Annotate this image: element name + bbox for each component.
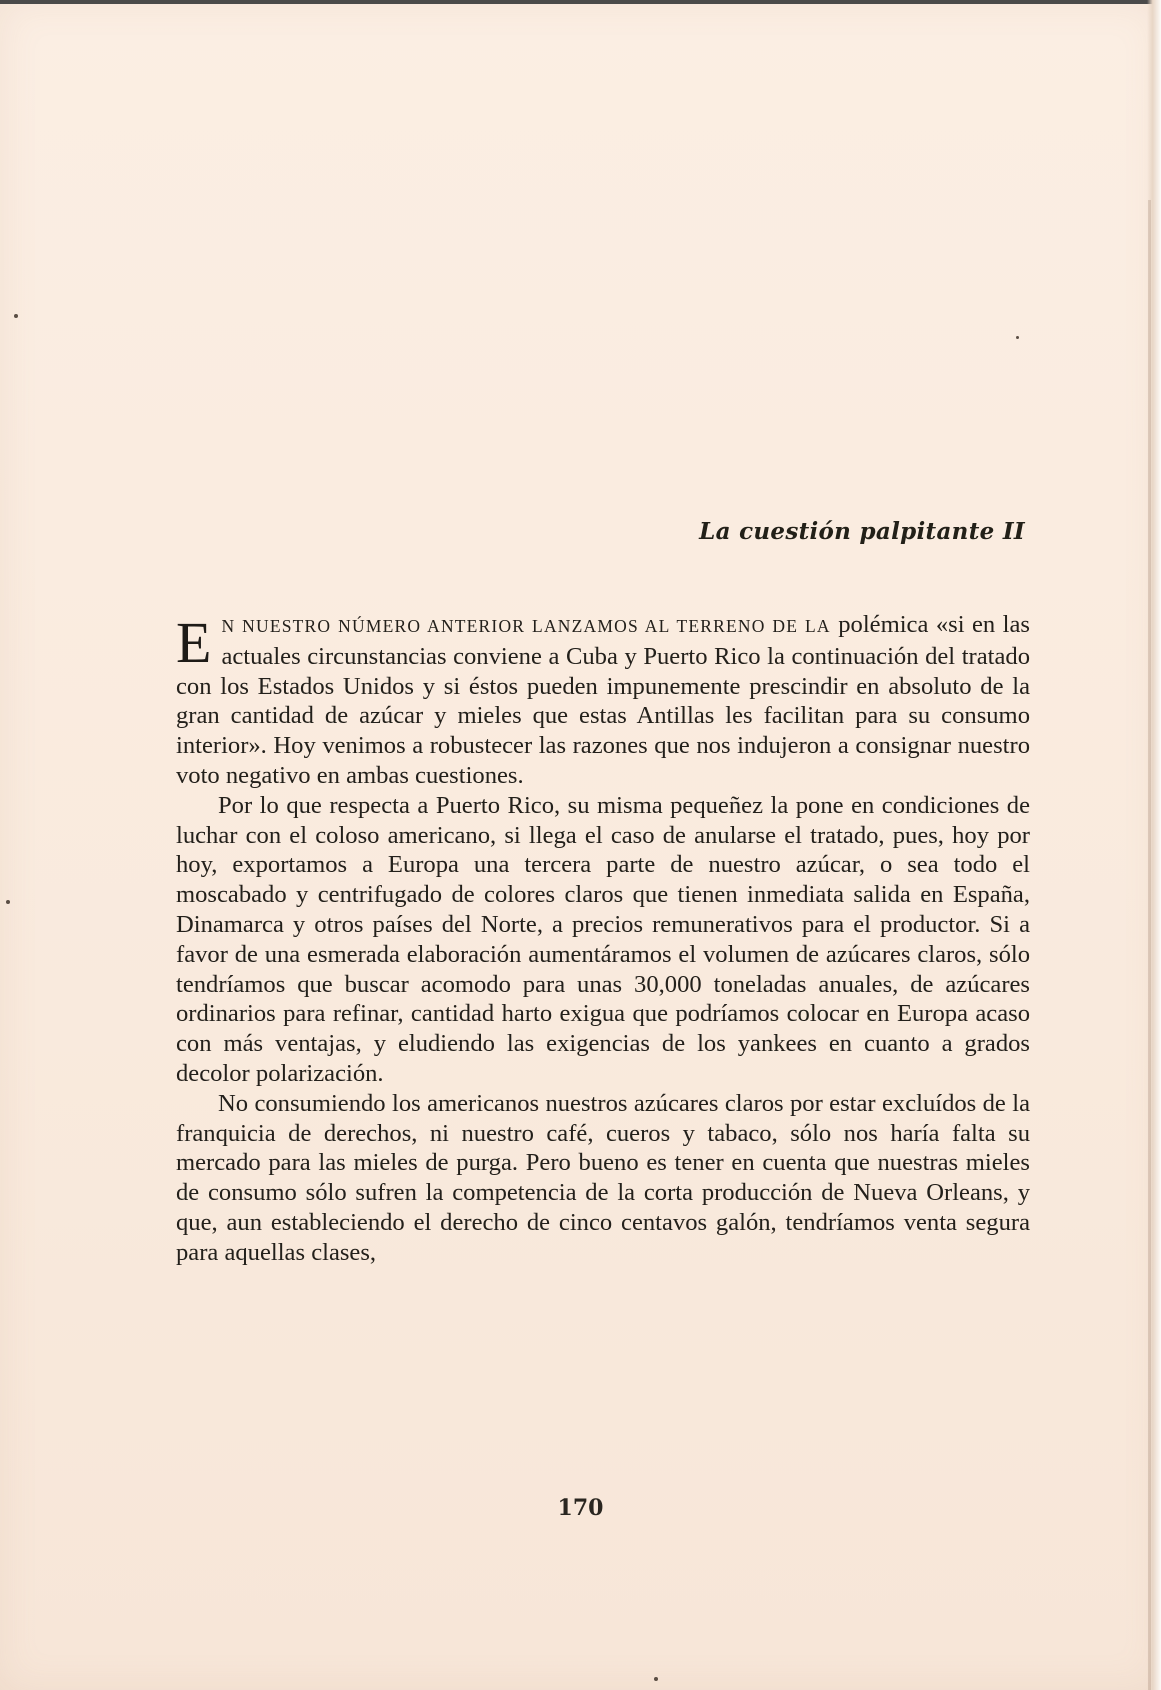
drop-cap: E <box>176 610 212 675</box>
paper-speck <box>6 900 10 904</box>
paper-speck <box>1016 336 1019 339</box>
paragraph-3: No consumiendo los americanos nuestros azúcares claros por estar excluídos de la franquicia de derechos, ni nuestro café, cueros y tabaco, sólo nos haría falta su mercado para las mieles de purga. Pero bueno es tener en cuenta que nuestras mieles de consumo sólo sufren la competencia de la corta producción de Nueva Orleans, y que, aun estableciendo el derecho de cinco centavos galón, tendríamos venta segura para aquellas clases, <box>176 1089 1030 1266</box>
page-right-fold <box>1148 200 1151 1690</box>
paragraph-2: Por lo que respecta a Puerto Rico, su misma pequeñez la pone en condiciones de luchar con el coloso americano, si llega el caso de anularse el tratado, pues, hoy por hoy, exportamos a Europa una tercera parte de nuestro azúcar, o sea todo el moscabado y centrifugado de colores claros que tienen inmediata salida en España, Dinamarca y otros países del Norte, a precios remunerativos para el productor. Si a favor de una esmerada elaboración aumentáramos el volumen de azúcares claros, sólo tendríamos que buscar acomodo para unas 30,000 toneladas anuales, de azúcares ordinarios para refinar, cantidad harto exigua que podríamos colocar en Europa acaso con más ventajas, y eludiendo las exigencias de los yankees en cuanto a grados decolor polarización. <box>176 791 1030 1087</box>
paper-speck <box>14 314 18 318</box>
paragraph-1-text: polémica «si en las actuales circunstancias conviene a Cuba y Puerto Rico la continuación del tratado con los Estados Unidos y si éstos pueden impunemente prescindir en absoluto de la gran cantidad de azúcar y mieles que estas Antillas les facilitan para su consumo interior». Hoy venimos a robustecer las razones que nos indujeron a consignar nuestro voto negativo en ambas cuestiones. <box>176 611 1030 789</box>
paragraph-1 <box>176 610 1030 791</box>
page-number: 170 <box>557 1495 604 1521</box>
section-title: La cuestión palpitante II <box>699 518 1025 545</box>
article-body <box>176 610 1030 1268</box>
page-top-edge <box>0 0 1161 4</box>
opening-smallcaps: N NUESTRO NÚMERO ANTERIOR LANZAMOS AL TERRENO DE LA <box>221 616 831 636</box>
paper-speck <box>654 1677 658 1681</box>
